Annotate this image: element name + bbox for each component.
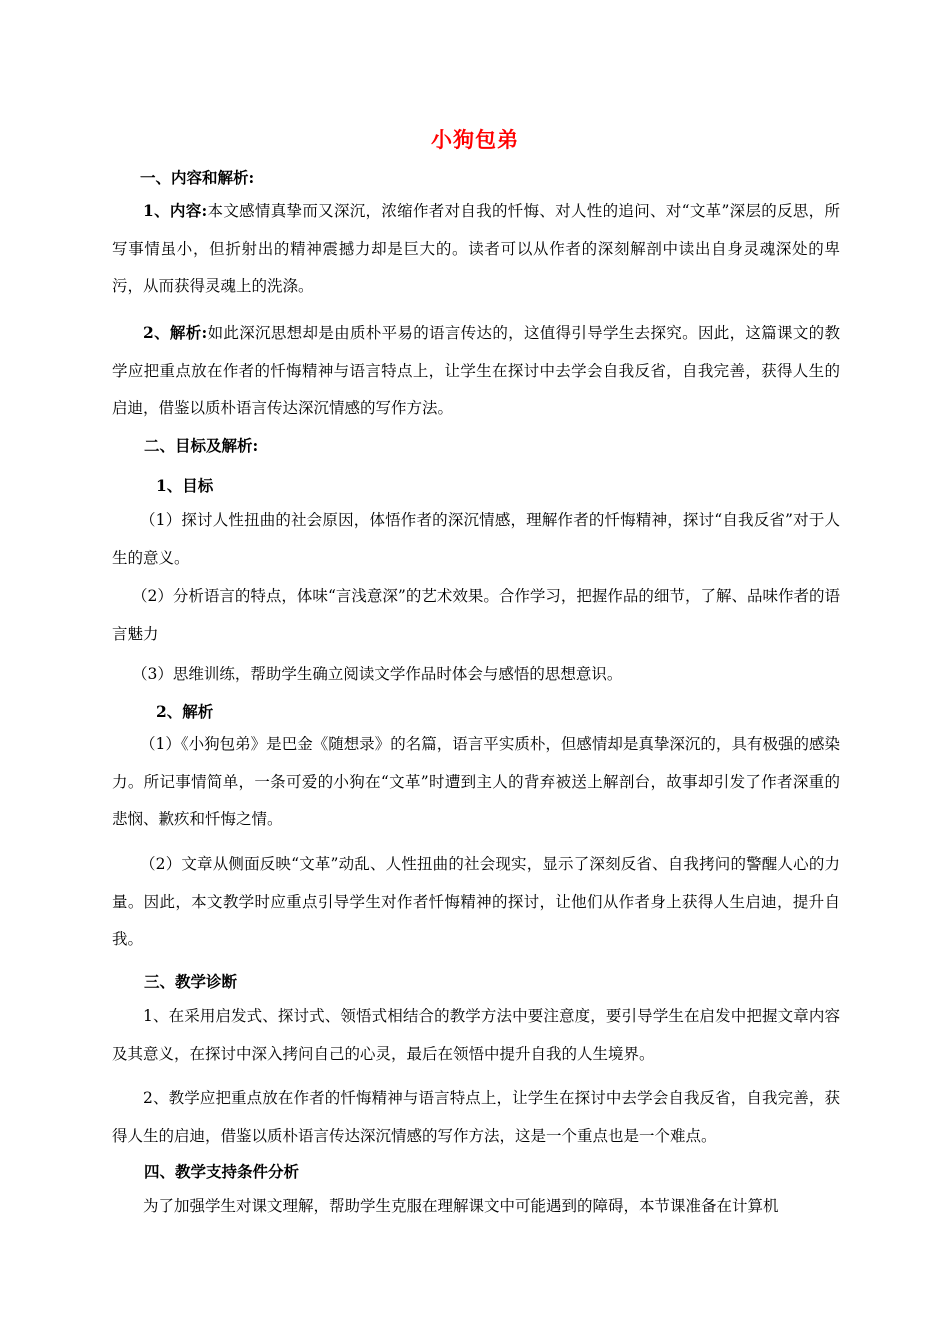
diagnosis-item-2: 2、教学应把重点放在作者的忏悔精神与语言特点上，让学生在探讨中去学会自我反省，自我完善，获得人生的启迪，借鉴以质朴语言传达深沉情感的写作方法，这是一个重点也是一个难点。	[112, 1089, 840, 1145]
goal-item-1: （1）探讨人性扭曲的社会原因，体悟作者的深沉情感，理解作者的忏悔精神，探讨“自我反省”对于人生的意义。	[112, 511, 840, 567]
section-2-heading: 二、目标及解析:	[144, 436, 259, 455]
analysis-paragraph	[112, 314, 840, 428]
analysis-text: 如此深沉思想却是由质朴平易的语言传达的，这值得引导学生去探究。因此，这篇课文的教学应把重点放在作者的忏悔精神与语言特点上，让学生在探讨中去学会自我反省，自我完善，获得人生的启迪，借鉴以质朴语言传达深沉情感的写作方法。	[112, 324, 840, 417]
content-paragraph	[112, 192, 840, 306]
goal-item-2: （2）分析语言的特点，体味“言浅意深”的艺术效果。合作学习，把握作品的细节，了解、品味作者的语言魅力	[112, 587, 840, 643]
analysis-item-1: （1）《小狗包弟》是巴金《随想录》的名篇，语言平实质朴，但感情却是真挚深沉的，具有极强的感染力。所记事情简单，一条可爱的小狗在“文革”时遭到主人的背弃被送上解剖台，故事却引发了作者深重的悲悯、歉疚和忏悔之情。	[112, 735, 840, 828]
content-label: 1、内容:	[143, 201, 208, 220]
goal-heading: 1、目标	[156, 476, 214, 495]
support-paragraph: 为了加强学生对课文理解，帮助学生克服在理解课文中可能遇到的障碍，本节课准备在计算机	[143, 1197, 779, 1215]
section-4-heading: 四、教学支持条件分析	[144, 1162, 300, 1181]
section-1-heading: 一、内容和解析:	[140, 168, 255, 187]
page-title: 小狗包弟	[431, 127, 519, 152]
analysis-heading: 2、解析	[156, 702, 214, 721]
analysis-label: 2、解析:	[143, 323, 208, 342]
diagnosis-item-1: 1、在采用启发式、探讨式、领悟式相结合的教学方法中要注意度，要引导学生在启发中把握文章内容及其意义，在探讨中深入拷问自己的心灵，最后在领悟中提升自我的人生境界。	[112, 1007, 840, 1063]
section-3-heading: 三、教学诊断	[144, 972, 238, 991]
goal-item-3: （3）思维训练，帮助学生确立阅读文学作品时体会与感悟的思想意识。	[132, 665, 623, 683]
analysis-item-2: （2）文章从侧面反映“文革”动乱、人性扭曲的社会现实，显示了深刻反省、自我拷问的警醒人心的力量。因此，本文教学时应重点引导学生对作者忏悔精神的探讨，让他们从作者身上获得人生启迪，提升自我。	[112, 855, 840, 948]
content-text: 本文感情真挚而又深沉，浓缩作者对自我的忏悔、对人性的追问、对“文革”深层的反思，所写事情虽小，但折射出的精神震撼力却是巨大的。读者可以从作者的深刻解剖中读出自身灵魂深处的卑污，从而获得灵魂上的洗涤。	[112, 202, 840, 295]
